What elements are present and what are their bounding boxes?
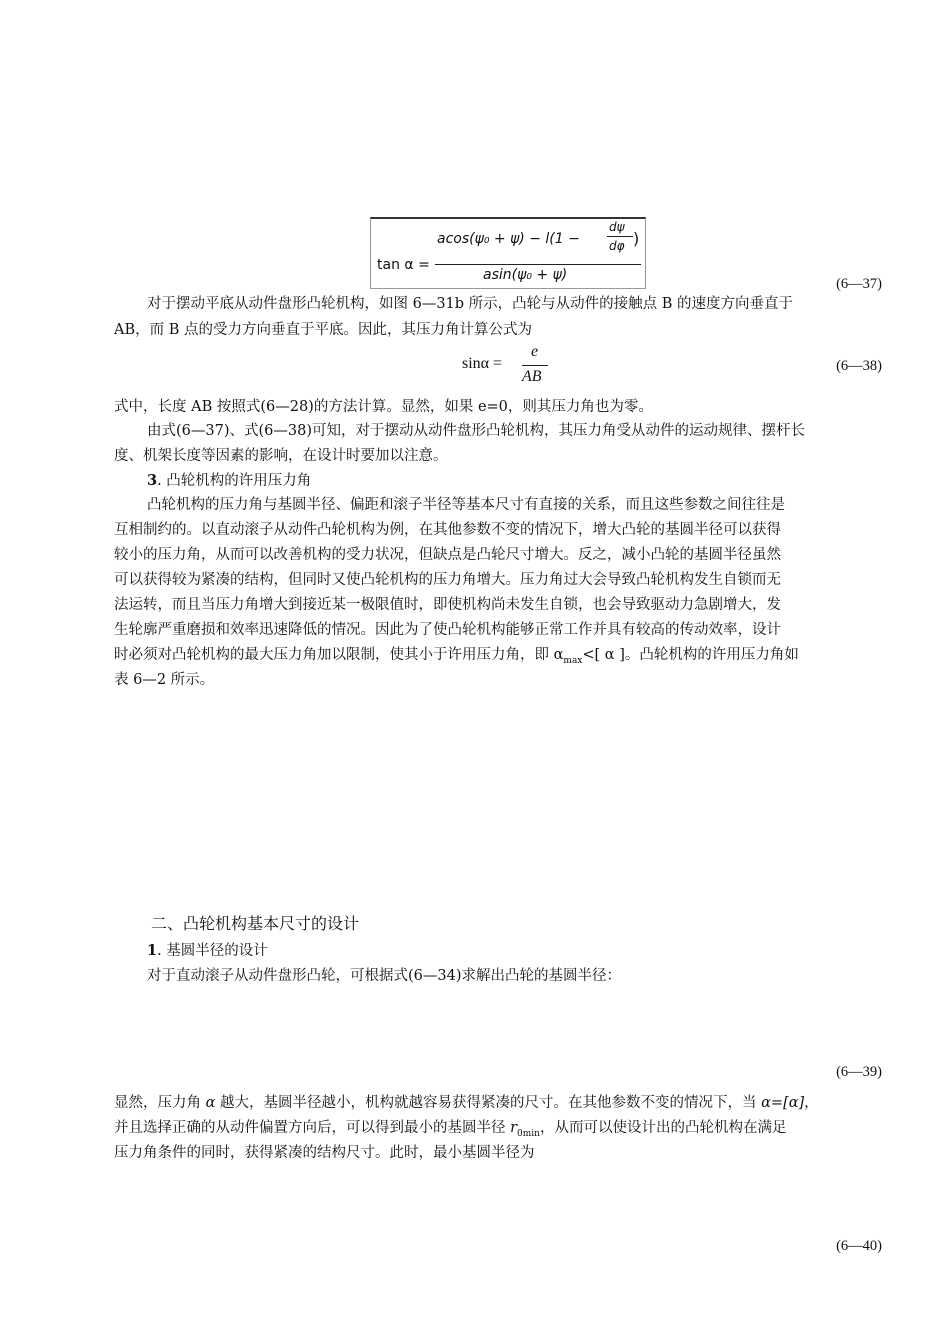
formula-d-psi: dψ [609, 220, 625, 234]
paragraph-line: 较小的压力角，从而可以改善机构的受力状况，但缺点是凸轮尺寸增大。反之，减小凸轮的基圆半径虽然 [114, 547, 781, 563]
subheading-1: 1. 基圆半径的设计 [147, 942, 268, 959]
paragraph-line: 显然，压力角 α 越大，基圆半径越小，机构就越容易获得紧凑的尺寸。在其他参数不变的情况下，当 α=[α]， [114, 1095, 819, 1111]
paragraph-line: 时必须对凸轮机构的最大压力角加以限制，使其小于许用压力角，即 $\alpha_{max}<$[ α ]。凸轮机构的许用压力角如 [114, 647, 799, 666]
subheading-3: 3. 凸轮机构的许用压力角 [147, 472, 312, 489]
paragraph-line: 表 6—2 所示。 [114, 672, 215, 688]
formula-numerator: e [531, 343, 539, 360]
paragraph-line: 对于直动滚子从动件盘形凸轮，可根据式(6—34)求解出凸轮的基圆半径： [147, 968, 621, 984]
formula-denominator: asin(ψ₀ + ψ) [483, 267, 568, 283]
formula-6-37 [370, 217, 646, 289]
section-title: 二、凸轮机构基本尺寸的设计 [151, 914, 360, 933]
formula-numerator: acos(ψ₀ + ψ) − l(1 − [437, 231, 580, 247]
paragraph-line: 凸轮机构的压力角与基圆半径、偏距和滚子半径等基本尺寸有直接的关系，而且这些参数之间往往是 [147, 497, 785, 513]
formula-d-phi: dφ [609, 239, 625, 253]
formula-lhs: sinα = [462, 355, 503, 372]
paragraph-line: 对于摆动平底从动件盘形凸轮机构，如图 6—31b 所示，凸轮与从动件的接触点 B 的速度方向垂直于 [147, 296, 794, 312]
paragraph-line: 由式(6—37)、式(6—38)可知，对于摆动从动件盘形凸轮机构，其压力角受从动件的运动规律、摆杆长 [147, 423, 805, 439]
paragraph-line: 可以获得较为紧凑的结构，但同时又使凸轮机构的压力角增大。压力角过大会导致凸轮机构发生自锁而无 [114, 572, 781, 588]
equation-number-6-37: (6—37) [836, 276, 882, 292]
formula-denominator: AB [522, 368, 542, 385]
paragraph-line: 压力角条件的同时，获得紧凑的结构尺寸。此时，最小基圆半径为 [114, 1145, 535, 1161]
equation-number-6-40: (6—40) [836, 1238, 882, 1254]
paragraph-line: 式中，长度 AB 按照式(6—28)的方法计算。显然，如果 e=0，则其压力角也为零。 [114, 399, 653, 415]
formula-6-38 [462, 343, 572, 391]
paragraph-line: 互相制约的。以直动滚子从动件凸轮机构为例，在其他参数不变的情况下，增大凸轮的基圆半径可以获得 [114, 522, 781, 538]
paragraph-line: 度、机架长度等因素的影响，在设计时要加以注意。 [114, 448, 448, 464]
equation-number-6-38: (6—38) [836, 358, 882, 374]
formula-close-paren: ) [633, 229, 640, 248]
paragraph-line: 并且选择正确的从动件偏置方向后，可以得到最小的基圆半径 $r_{0min}$，从而可以使设计出的凸轮机构在满足 [114, 1120, 787, 1139]
formula-lhs: tan α = [377, 257, 430, 273]
paragraph-line: 法运转，而且当压力角增大到接近某一极限值时，即使机构尚未发生自锁，也会导致驱动力急剧增大，发 [114, 597, 781, 613]
paragraph-line: 生轮廓严重磨损和效率迅速降低的情况。因此为了使凸轮机构能够正常工作并具有较高的传动效率，设计 [114, 622, 781, 638]
paragraph-line: AB，而 B 点的受力方向垂直于平底。因此，其压力角计算公式为 [114, 322, 532, 338]
equation-number-6-39: (6—39) [836, 1064, 882, 1080]
